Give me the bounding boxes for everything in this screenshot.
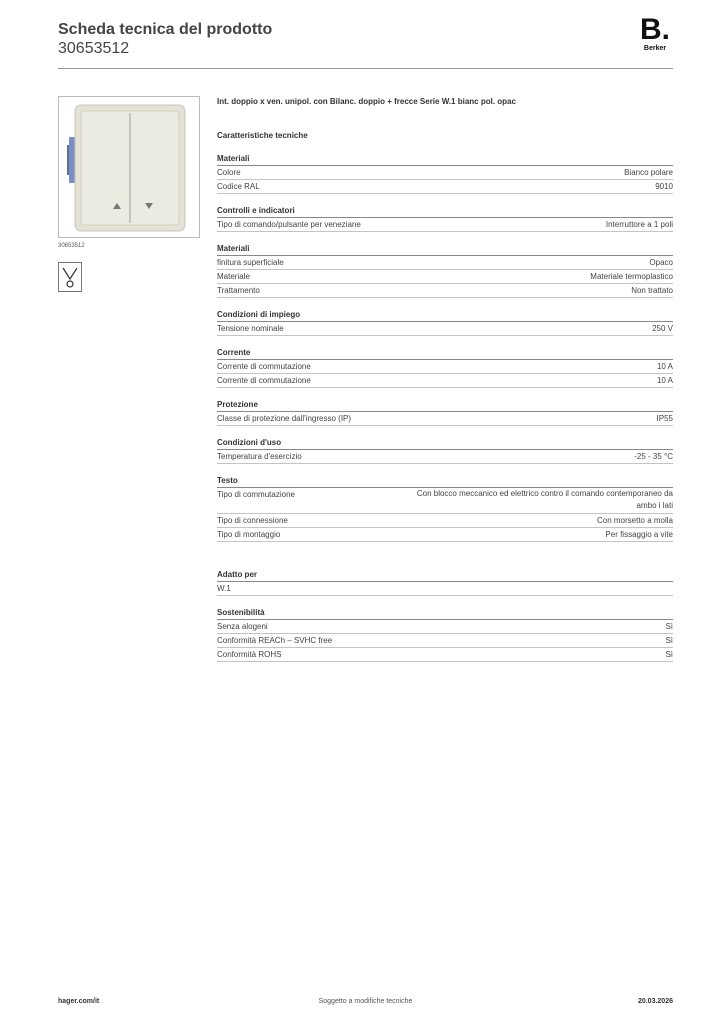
berker-logo-text: Berker [643,45,667,52]
product-image [58,96,200,238]
row-value: Sì [665,636,673,645]
image-caption: 30653512 [58,243,85,249]
row-value: Bianco polare [624,168,673,177]
section-materiali-2 [217,244,673,298]
table-row [217,284,673,298]
section-condizioni-impiego [217,310,673,336]
section-title: Sostenibilità [217,608,673,620]
row-value: 250 V [652,324,673,333]
characteristics-title: Caratteristiche tecniche [217,131,308,140]
table-row [217,648,673,662]
page-header [58,13,673,68]
row-value: Opaco [649,258,673,267]
row-label: Conformità REACh – SVHC free [217,636,333,645]
row-value: -25 - 35 °C [634,452,673,461]
section-controlli [217,206,673,232]
row-label: Tensione nominale [217,324,284,333]
table-row [217,360,673,374]
double-rocker-switch-image [59,97,199,237]
row-value: Non trattato [631,286,673,295]
berker-logo-letter: B. [640,13,670,46]
product-description: Int. doppio x ven. unipol. con Bilanc. doppio + frecce Serie W.1 bianc pol. opac [217,97,516,106]
table-row [217,528,673,542]
row-label: Conformità ROHS [217,650,282,659]
row-label: Senza alogeni [217,622,268,631]
section-title: Condizioni di impiego [217,310,673,322]
table-row [217,450,673,464]
table-row [217,166,673,180]
table-row [217,180,673,194]
table-row [217,514,673,528]
table-row [217,634,673,648]
section-title: Materiali [217,154,673,166]
row-value: IP55 [656,414,673,423]
section-sostenibilita [217,608,673,662]
section-condizioni-uso [217,438,673,464]
header-divider [58,68,673,69]
footer-website-link[interactable]: hager.com/it [58,998,100,1005]
water-protection-icon [58,262,82,292]
section-title: Adatto per [217,570,673,582]
row-label: Tipo di montaggio [217,530,281,539]
row-label: Corrente di commutazione [217,362,311,371]
row-value: Sì [665,650,673,659]
table-row [217,582,673,596]
row-value: 10 A [656,362,673,371]
table-row [217,412,673,426]
table-row [217,270,673,284]
section-title: Controlli e indicatori [217,206,673,218]
row-value: Con blocco meccanico ed elettrico contro il comando contemporaneo da ambo i lati [416,489,673,510]
table-row [217,488,673,514]
row-value: Sì [665,622,673,631]
table-row [217,256,673,270]
page-title: Scheda tecnica del prodotto [58,21,273,38]
row-label: Materiale [217,272,250,281]
row-label: Tipo di connessione [217,516,288,525]
section-materiali [217,154,673,194]
section-title: Testo [217,476,673,488]
row-label: W.1 [217,584,231,593]
row-value: Per fissaggio a vite [605,530,673,539]
section-protezione [217,400,673,426]
product-details [217,96,673,662]
row-label: Trattamento [217,286,260,295]
footer-date: 20.03.2026 [637,998,673,1005]
row-value: Con morsetto a molla [596,516,673,525]
row-label: Classe di protezione dall'ingresso (IP) [217,414,352,423]
row-label: Temperatura d'esercizio [217,452,302,461]
section-title: Corrente [217,348,673,360]
section-title: Materiali [217,244,673,256]
row-label: Colore [217,168,241,177]
table-row [217,620,673,634]
row-label: finitura superficiale [217,258,284,267]
row-label: Tipo di comando/pulsante per veneziane [217,220,361,229]
berker-logo [637,13,673,56]
row-value: 10 A [656,376,673,385]
table-row [217,218,673,232]
table-row [217,374,673,388]
product-code: 30653512 [58,40,130,57]
section-title: Protezione [217,400,673,412]
section-title: Condizioni d'uso [217,438,673,450]
row-label: Corrente di commutazione [217,376,311,385]
row-label: Tipo di commutazione [217,490,295,499]
section-testo [217,476,673,542]
section-corrente [217,348,673,388]
row-value: Interruttore a 1 poli [605,220,673,229]
row-value: 9010 [655,182,673,191]
section-adatto-per [217,570,673,596]
row-value: Materiale termoplastico [590,272,673,281]
footer-note: Soggetto a modifiche tecniche [318,998,413,1005]
table-row [217,322,673,336]
row-label: Codice RAL [217,182,260,191]
